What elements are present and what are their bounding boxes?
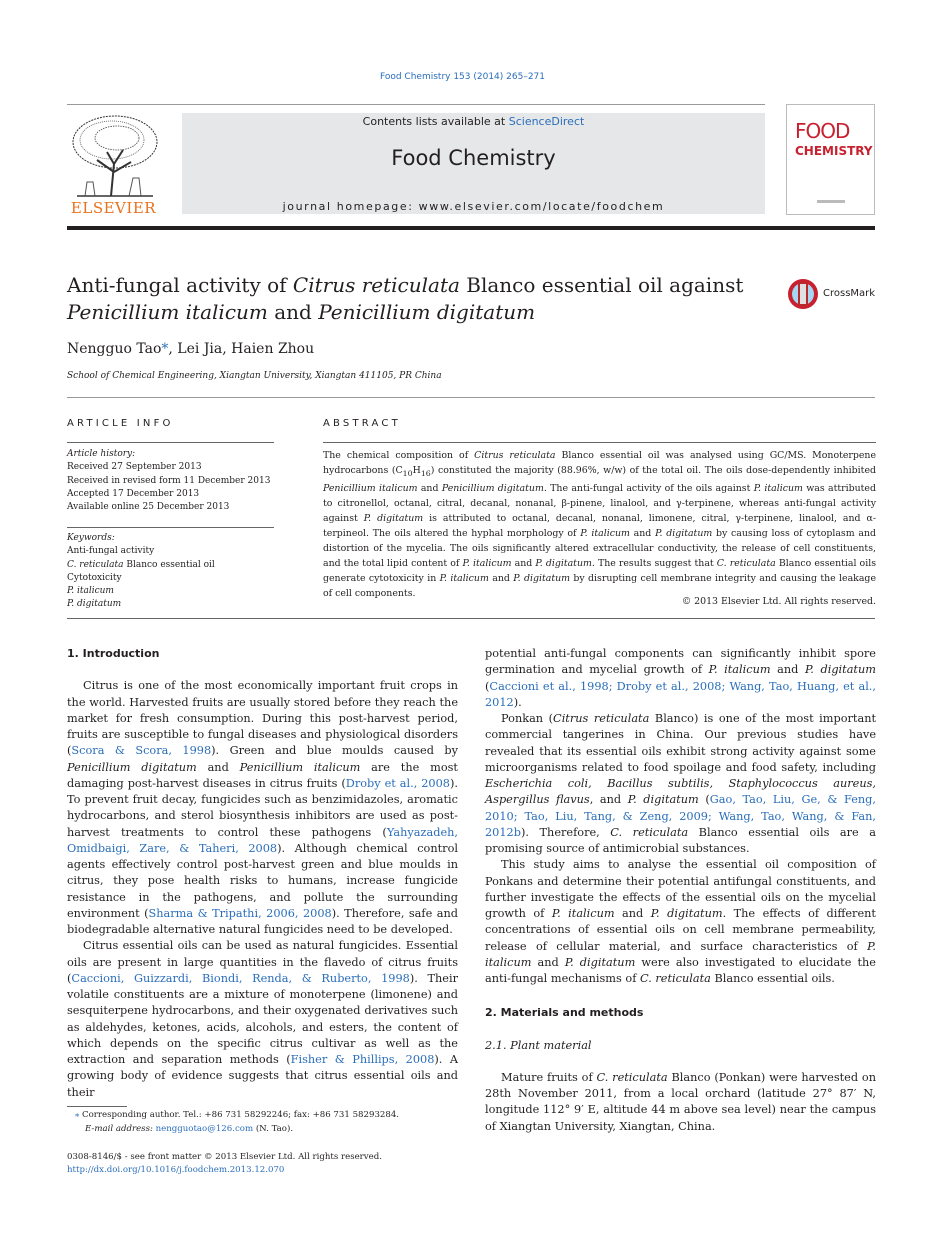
- paragraph: [67, 938, 458, 1101]
- elsevier-logo[interactable]: [67, 112, 160, 216]
- subsection-heading-plant-material: 2.1. Plant material: [485, 1038, 592, 1052]
- text-run: potential anti-fungal components can significantly inhibit spore germination and mycelial growth of: [485, 647, 876, 677]
- section-heading-methods: 2. Materials and methods: [485, 1006, 644, 1020]
- keyword: [67, 559, 277, 572]
- italic-text: C. reticulata: [596, 1070, 668, 1084]
- text-run: ). Their volatile constituents are a mixture of monoterpene (limonene) and sesquiterpene hydrocarbons, and their oxygenated derivatives such as aldehydes, ketones, acids, alcohols, and esters, the content of which depends on the specific citrus cultivar as well as the extraction and separation methods (: [67, 971, 458, 1066]
- paragraph: [485, 857, 876, 987]
- text-run: ). Therefore, safe and biodegradable alternative natural fungicides need to be developed.: [67, 906, 458, 936]
- title-text: Blanco essential oil against: [459, 273, 744, 297]
- text-run: and: [629, 527, 656, 539]
- text-run: and: [770, 663, 805, 677]
- citation-link[interactable]: Droby et al., 2008: [345, 776, 450, 790]
- divider: [67, 442, 274, 443]
- text-run: . The anti-fungal activity of the oils against: [543, 482, 754, 494]
- keywords: [67, 532, 277, 612]
- contents-availability: [182, 115, 765, 128]
- paragraph: [485, 646, 876, 711]
- italic-text: Escherichia coli, Bacillus subtilis, Staphylococcus aureus, Aspergillus flavus: [485, 777, 876, 807]
- text-run: were also investigated to elucidate the anti-fungal mechanisms of: [485, 955, 876, 985]
- italic-text: Penicillium digitatum: [441, 482, 544, 494]
- email-link[interactable]: nengguotao@126.com: [155, 1124, 254, 1134]
- title-text: and: [267, 300, 319, 324]
- italic-text: P. italicum: [551, 907, 615, 920]
- italic-text: P. digitatum: [650, 907, 723, 920]
- text-run: (: [485, 679, 490, 693]
- text-run: . The results suggest that: [591, 557, 717, 569]
- paragraph: [485, 711, 876, 857]
- text-run: Ponkan (: [501, 712, 554, 725]
- italic-text: C. reticulata: [610, 825, 689, 839]
- text-run: Citrus is one of the most economically important fruit crops in the world. Harvested fruits are usually stored before they reach the market for fresh consumption. During this post-harvest period, fruits are susceptible to fungal diseases and physiological disorders (: [67, 679, 458, 758]
- citation-link[interactable]: Fisher & Phillips, 2008: [290, 1053, 435, 1066]
- article-info-heading: ARTICLE INFO: [67, 418, 174, 429]
- text-run: by disrupting cell membrane integrity and causing the leakage of cell components.: [323, 572, 876, 599]
- doi-link[interactable]: http://dx.doi.org/10.1016/j.foodchem.2013.12.070: [67, 1165, 285, 1175]
- text-run: Mature fruits of: [501, 1070, 597, 1084]
- italic-text: P. italicum: [462, 557, 512, 569]
- title-species-citrus: Citrus reticulata: [292, 273, 460, 297]
- text-run: ). A growing body of evidence suggests that citrus essential oils and their: [67, 1053, 459, 1099]
- paragraph: [485, 1070, 876, 1135]
- text-run: This study aims to analyse the essential oil composition of Ponkans and determine their potential antifungal constituents, and further investigate the effects of the essential oils on the mycelial growth of: [485, 858, 876, 920]
- citation-link[interactable]: Sharma & Tripathi, 2006, 2008: [148, 906, 332, 920]
- italic-text: P. digitatum: [564, 955, 636, 969]
- text-run: by causing loss of cytoplasm and distortion of the mycelia. The oils significantly altered extracellular conductivity, the release of cell constituents, and the total lipid content of: [323, 527, 876, 569]
- text-run: Blanco essential oils generate cytotoxicity in: [323, 557, 877, 584]
- divider: [67, 397, 875, 398]
- text-run: is attributed to octanal, decanal, nonanal, limonene, citral, γ-terpinene, linalool, and α-terpineol. The oils altered the hyphal morphology of: [323, 512, 876, 539]
- text-run: was attributed to citronellol, octanal, citral, decanal, nonanal, β-pinene, linalool, and γ-terpinene, whereas anti-fungal activity against: [323, 482, 876, 524]
- email-suffix: (N. Tao).: [253, 1124, 294, 1134]
- text-run: , and: [589, 793, 628, 807]
- header-rule: [67, 104, 765, 105]
- body-column-right: [485, 646, 876, 1135]
- text-run: Blanco essential oil was analysed using GC/MS. Monoterpene hydrocarbons (C: [323, 450, 877, 476]
- crossmark-icon: [787, 278, 819, 310]
- italic-text: P. italicum: [485, 939, 876, 969]
- keyword-text: Blanco essential oil: [123, 559, 215, 570]
- text-run: Citrus essential oils can be used as natural fungicides. Essential oils are present in large quantities in the flavedo of citrus fruits (: [67, 939, 458, 985]
- keyword: P. digitatum: [67, 599, 122, 610]
- divider: [67, 618, 875, 619]
- text-run: and: [614, 907, 651, 920]
- italic-text: Citrus reticulata: [553, 712, 650, 725]
- text-run: The chemical composition of: [323, 450, 475, 461]
- paragraph: [67, 678, 458, 938]
- italic-text: P. italicum: [708, 663, 771, 677]
- contents-prefix: Contents lists available at: [362, 115, 509, 128]
- text-run: are the most damaging post-harvest diseases in citrus fruits (: [67, 760, 458, 790]
- text-run: 16: [420, 468, 431, 478]
- text-run: 10: [402, 468, 413, 478]
- text-run: and: [531, 955, 565, 969]
- italic-text: Penicillium italicum: [323, 482, 418, 494]
- footnote-mark: ⁎: [75, 1110, 80, 1120]
- cover-title-food: FOOD: [795, 119, 850, 143]
- affiliation: School of Chemical Engineering, Xiangtan University, Xiangtan 411105, PR China: [67, 371, 442, 381]
- crossmark-badge[interactable]: [787, 278, 887, 312]
- text-run: ). To prevent fruit decay, fungicides such as benzimidazoles, aromatic hydrocarbons, and sterol biosynthesis inhibitors are used as post-harvest treatments to control these pathogens (: [67, 776, 458, 839]
- text-run: Blanco essential oils.: [710, 972, 835, 985]
- title-species-italicum: Penicillium italicum: [67, 300, 268, 324]
- italic-text: P. italicum: [580, 527, 630, 539]
- italic-text: P. italicum: [439, 572, 489, 584]
- title-text: Anti-fungal activity of: [67, 273, 293, 297]
- text-run: and: [417, 482, 442, 494]
- text-run: . The effects of different concentrations of essential oils on cell membrane permeability, release of cellular material, and surface characteristics of: [485, 907, 876, 953]
- italic-text: P. digitatum: [513, 572, 571, 584]
- divider: [67, 527, 274, 528]
- history-received: Received 27 September 2013: [67, 462, 202, 473]
- keywords-label: Keywords:: [67, 533, 115, 543]
- history-revised: Received in revised form 11 December 2013: [67, 475, 271, 486]
- author-names-rest: , Lei Jia, Haien Zhou: [168, 341, 315, 357]
- text-run: (: [698, 793, 710, 807]
- front-matter: 0308-8146/$ - see front matter © 2013 Elsevier Ltd. All rights reserved.: [67, 1152, 382, 1162]
- elsevier-tree-icon: [67, 112, 160, 198]
- text-run: ). Although chemical control agents effectively control post-harvest green and blue moulds in citrus, they pose health risks to humans, increase fungicide resistance in the pathogens, and pollute the surrounding environment (: [67, 841, 458, 920]
- title-species-digitatum: Penicillium digitatum: [318, 300, 536, 324]
- text-run: and: [196, 760, 240, 774]
- text-run: Blanco (Ponkan) were harvested on 28th November 2011, from a local orchard (latitude 27° 87′ N, longitude 112° 9′ E, altitude 44 m above sea level) near the campus of Xiangtan University, Xiangtan, China.: [485, 1070, 876, 1133]
- text-run: Blanco essential oils are a promising source of antimicrobial substances.: [485, 825, 876, 855]
- keyword: Anti-fungal activity: [67, 546, 155, 557]
- journal-reference[interactable]: Food Chemistry 153 (2014) 265–271: [379, 72, 546, 82]
- citation-link[interactable]: Scora & Scora, 1998: [71, 744, 212, 758]
- elsevier-wordmark: ELSEVIER: [70, 199, 157, 217]
- footnote-text: Corresponding author. Tel.: +86 731 58292246; fax: +86 731 58293284.: [79, 1110, 400, 1120]
- history-accepted: Accepted 17 December 2013: [67, 488, 200, 499]
- journal-title: Food Chemistry: [391, 146, 556, 170]
- italic-text: P. digitatum: [363, 512, 424, 524]
- italic-text: P. digitatum: [655, 527, 713, 539]
- text-run: ).: [513, 695, 522, 709]
- text-run: Blanco) is one of the most important commercial tangerines in China. Our previous studies have revealed that its essential oils exhibit strong activity against some microorganisms related to food spoilage and food safety, including: [485, 712, 877, 774]
- divider: [323, 442, 876, 443]
- text-run: H: [412, 465, 421, 476]
- italic-text: Penicillium italicum: [239, 760, 361, 774]
- citation-link[interactable]: Gao, Tao, Liu, Ge, & Feng, 2010; Tao, Liu, Tang, & Zeng, 2009; Wang, Tao, Wang, & Fan, 2012b: [485, 793, 877, 839]
- body-column-left: [67, 646, 458, 1101]
- article-title: [67, 272, 767, 326]
- italic-text: C. reticulata: [639, 972, 711, 985]
- email-label: E-mail address:: [85, 1124, 156, 1134]
- article-history: [67, 448, 277, 514]
- footnote-rule: [67, 1106, 127, 1107]
- italic-text: P. digitatum: [804, 663, 876, 677]
- italic-text: P. italicum: [753, 482, 803, 494]
- header-thick-rule: [67, 226, 875, 230]
- corresponding-author-mark[interactable]: *: [161, 341, 169, 357]
- journal-cover[interactable]: [786, 104, 875, 215]
- section-heading-introduction: 1. Introduction: [67, 647, 160, 660]
- author-name[interactable]: Nengguo Tao: [67, 341, 162, 357]
- text-run: and: [511, 557, 536, 569]
- text-run: ). Green and blue moulds caused by: [211, 744, 458, 758]
- italic-text: P. digitatum: [627, 793, 699, 807]
- abstract-text: [323, 448, 876, 601]
- keyword-italic: C. reticulata: [67, 559, 124, 570]
- journal-homepage[interactable]: journal homepage: www.elsevier.com/locate/foodchem: [282, 200, 665, 213]
- author-list: [67, 341, 314, 357]
- italic-text: Penicillium digitatum: [67, 760, 197, 774]
- citation-link[interactable]: Caccioni et al., 1998; Droby et al., 2008; Wang, Tao, Huang, et al., 2012: [485, 679, 876, 709]
- abstract-heading: ABSTRACT: [323, 418, 401, 429]
- cover-title-chemistry: CHEMISTRY: [795, 144, 873, 158]
- citation-link[interactable]: Yahyazadeh, Omidbaigi, Zare, & Taheri, 2008: [67, 825, 458, 855]
- abstract-copyright: © 2013 Elsevier Ltd. All rights reserved.: [681, 596, 876, 607]
- text-run: ). Therefore,: [520, 825, 611, 839]
- crossmark-label: CrossMark: [823, 288, 876, 299]
- history-label: Article history:: [67, 449, 136, 459]
- footnote-email: [85, 1122, 485, 1136]
- history-online: Available online 25 December 2013: [67, 502, 230, 513]
- italic-text: C. reticulata: [716, 557, 776, 569]
- keyword: P. italicum: [67, 586, 114, 597]
- footnote-corresponding-author: [67, 1108, 467, 1122]
- italic-text: Citrus reticulata: [474, 450, 556, 461]
- text-run: ) constituted the majority (88.96%, w/w) of the total oil. The oils dose-dependently inhibited: [430, 465, 876, 476]
- keyword: Cytotoxicity: [67, 572, 122, 583]
- cover-caption: [817, 200, 845, 203]
- italic-text: P. digitatum: [535, 557, 592, 569]
- sciencedirect-link[interactable]: ScienceDirect: [508, 115, 585, 128]
- citation-link[interactable]: Caccioni, Guizzardi, Biondi, Renda, & Ruberto, 1998: [71, 971, 410, 985]
- text-run: and: [488, 572, 514, 584]
